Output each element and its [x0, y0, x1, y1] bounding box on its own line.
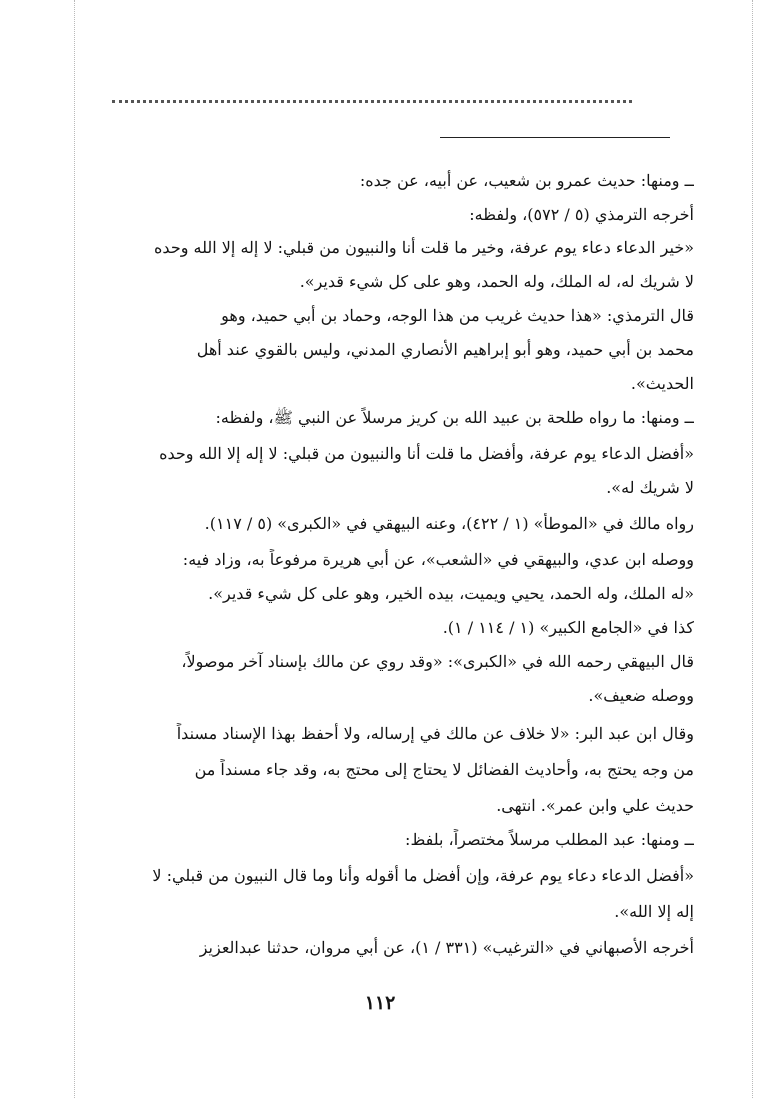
text-line-6: محمد بن أبي حميد، وهو أبو إبراهيم الأنصاري المدني، وليس بالقوي عند أهل [196, 340, 694, 359]
text-line-11: رواه مالك في «الموطأ» (١ / ٤٢٢)، وعنه البيهقي في «الكبرى» (٥ / ١١٧). [204, 514, 694, 533]
text-line-18: من وجه يحتج به، وأحاديث الفضائل لا يحتاج إلى محتج به، وقد جاء مسنداً من [194, 760, 694, 779]
text-line-4: لا شريك له، له الملك، وله الحمد، وهو على كل شيء قدير». [299, 272, 694, 291]
text-line-13: «له الملك، وله الحمد، يحيي ويميت، بيده الخير، وهو على كل شيء قدير». [208, 584, 694, 603]
scan-edge-right [752, 0, 753, 1098]
text-line-5: قال الترمذي: «هذا حديث غريب من هذا الوجه، وحماد بن أبي حميد، وهو [221, 306, 694, 325]
text-line-10: لا شريك له». [606, 478, 694, 497]
text-line-21: «أفضل الدعاء دعاء يوم عرفة، وإن أفضل ما أقوله وأنا وما قال النبيون من قبلي: لا [152, 866, 694, 885]
text-line-9: «أفضل الدعاء يوم عرفة، وأفضل ما قلت أنا والنبيون من قبلي: لا إله إلا الله وحده [159, 444, 694, 463]
text-line-2: أخرجه الترمذي (٥ / ٥٧٢)، ولفظه: [469, 205, 694, 224]
text-line-15: قال البيهقي رحمه الله في «الكبرى»: «وقد روي عن مالك بإسناد آخر موصولاً، [181, 652, 694, 671]
scan-edge-left [74, 0, 75, 1098]
text-line-7: الحديث». [630, 374, 694, 393]
dotted-separator [112, 100, 632, 103]
text-line-19: حديث علي وابن عمر». انتهى. [496, 796, 694, 815]
text-line-20: ــ ومنها: عبد المطلب مرسلاً مختصراً، بلفظ: [405, 830, 694, 849]
text-line-17: وقال ابن عبد البر: «لا خلاف عن مالك في إرساله، ولا أحفظ بهذا الإسناد مسنداً [176, 724, 694, 743]
text-line-12: ووصله ابن عدي، والبيهقي في «الشعب»، عن أبي هريرة مرفوعاً به، وزاد فيه: [182, 550, 694, 569]
section-rule [440, 137, 670, 138]
text-line-1: ــ ومنها: حديث عمرو بن شعيب، عن أبيه، عن جده: [359, 171, 694, 190]
text-line-23: أخرجه الأصبهاني في «الترغيب» (٣٣١ / ١)، عن أبي مروان، حدثنا عبدالعزيز [199, 938, 694, 957]
text-line-8: ــ ومنها: ما رواه طلحة بن عبيد الله بن كريز مرسلاً عن النبي ﷺ، ولفظه: [215, 408, 694, 427]
text-line-22: إله إلا الله». [614, 902, 694, 921]
text-line-16: ووصله ضعيف». [588, 686, 694, 705]
text-line-14: كذا في «الجامع الكبير» (١ / ١١٤ / ١). [442, 618, 694, 637]
text-line-3: «خير الدعاء دعاء يوم عرفة، وخير ما قلت أنا والنبيون من قبلي: لا إله إلا الله وحده [154, 238, 694, 257]
page-number: ١١٢ [364, 992, 396, 1014]
